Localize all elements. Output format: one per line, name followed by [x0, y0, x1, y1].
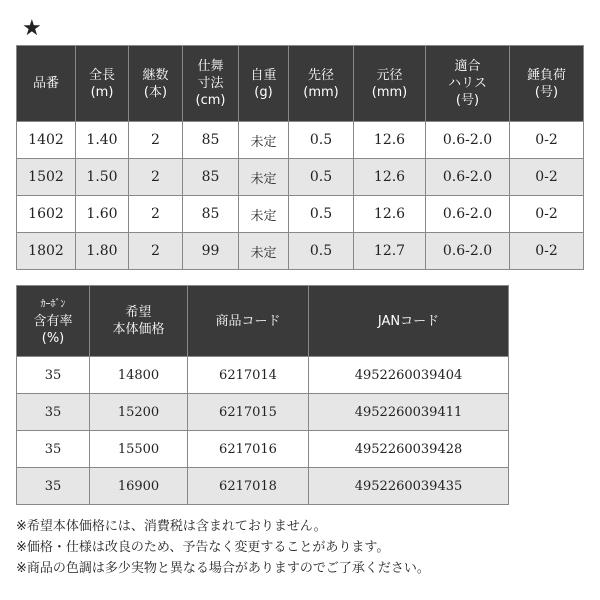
spec-header-line: ハリス	[448, 76, 487, 91]
table-row	[17, 233, 584, 270]
price-cell: 6217014	[188, 357, 309, 394]
spec-body	[17, 122, 584, 270]
price-cell: 6217018	[188, 468, 309, 505]
spec-cell: 12.7	[354, 233, 426, 270]
price-header-3	[309, 286, 509, 357]
spec-header-line: (号)	[455, 93, 480, 108]
spec-header-line: (g)	[254, 84, 273, 100]
price-header-line: JANコード	[377, 313, 440, 329]
price-header-line: 希望	[125, 305, 152, 320]
spec-header-0	[17, 46, 76, 122]
price-cell: 14800	[90, 357, 188, 394]
star-icon: ★	[22, 16, 42, 41]
spec-header-line: 品番	[32, 76, 59, 91]
table-row	[17, 196, 584, 233]
spec-cell: 12.6	[354, 159, 426, 196]
spec-cell: 2	[129, 122, 183, 159]
spec-header-line: 自重	[250, 67, 277, 83]
spec-cell: 12.6	[354, 122, 426, 159]
price-header-1	[90, 286, 188, 357]
price-header-line: (%)	[41, 330, 65, 346]
spec-cell: 未定	[239, 233, 289, 270]
spec-cell: 0.5	[289, 196, 354, 233]
spec-header-line: (m)	[90, 84, 114, 100]
spec-header-line: (号)	[534, 84, 559, 100]
spec-header-line: 先径	[307, 67, 334, 83]
spec-header-line: (mm)	[303, 84, 339, 100]
price-cell: 15200	[90, 394, 188, 431]
price-cell: 4952260039404	[309, 357, 509, 394]
spec-cell: 未定	[239, 196, 289, 233]
table-row	[17, 394, 509, 431]
spec-header-line: (cm)	[195, 93, 226, 108]
spec-cell: 12.6	[354, 196, 426, 233]
spec-cell: 1502	[17, 159, 76, 196]
price-header-line: 商品コード	[215, 313, 281, 329]
spec-cell: 1602	[17, 196, 76, 233]
spec-header-6	[354, 46, 426, 122]
spec-cell: 2	[129, 233, 183, 270]
spec-cell: 0.6-2.0	[426, 196, 510, 233]
spec-cell: 2	[129, 196, 183, 233]
price-cell: 4952260039428	[309, 431, 509, 468]
spec-header-line: 錘負荷	[526, 67, 566, 83]
spec-table	[16, 45, 584, 270]
table-row	[17, 357, 509, 394]
spec-cell: 0-2	[510, 159, 584, 196]
note-tax: ※希望本体価格には、消費税は含まれておりません。	[16, 519, 327, 534]
price-header-0	[17, 286, 90, 357]
price-header-line: 含有率	[33, 313, 73, 329]
spec-cell: 99	[183, 233, 239, 270]
price-body	[17, 357, 509, 505]
spec-cell: 未定	[239, 159, 289, 196]
price-header-line: 本体価格	[112, 322, 165, 337]
price-cell: 4952260039411	[309, 394, 509, 431]
spec-header-line: 全長	[88, 67, 115, 83]
price-cell: 15500	[90, 431, 188, 468]
spec-cell: 85	[183, 196, 239, 233]
table-row	[17, 122, 584, 159]
note-price-change: ※価格・仕様は改良のため、予告なく変更することがあります。	[16, 540, 390, 555]
price-header-2	[188, 286, 309, 357]
spec-cell: 0-2	[510, 196, 584, 233]
spec-cell: 0.6-2.0	[426, 122, 510, 159]
spec-header-8	[510, 46, 584, 122]
spec-header-2	[129, 46, 183, 122]
price-cell: 35	[17, 468, 90, 505]
price-cell: 35	[17, 357, 90, 394]
spec-header-row	[17, 46, 584, 122]
spec-header-4	[239, 46, 289, 122]
price-cell: 16900	[90, 468, 188, 505]
price-header-line: ｶｰﾎﾞﾝ	[40, 298, 66, 310]
note-color: ※商品の色調は多少実物と異なる場合がありますのでご了承ください。	[16, 561, 430, 576]
spec-cell: 1.60	[76, 196, 129, 233]
spec-header-line: 寸法	[197, 76, 224, 91]
price-cell: 6217016	[188, 431, 309, 468]
spec-cell: 1.40	[76, 122, 129, 159]
price-cell: 4952260039435	[309, 468, 509, 505]
notes	[16, 516, 430, 579]
spec-cell: 85	[183, 122, 239, 159]
spec-header-line: 仕舞	[197, 59, 224, 74]
spec-cell: 0-2	[510, 233, 584, 270]
spec-header-line: 継数	[142, 67, 169, 83]
spec-cell: 85	[183, 159, 239, 196]
price-cell: 35	[17, 431, 90, 468]
price-cell: 35	[17, 394, 90, 431]
spec-header-line: 適合	[454, 59, 481, 74]
spec-cell: 0-2	[510, 122, 584, 159]
spec-header-5	[289, 46, 354, 122]
spec-cell: 0.6-2.0	[426, 233, 510, 270]
spec-cell: 0.5	[289, 159, 354, 196]
spec-header-3	[183, 46, 239, 122]
spec-cell: 1.80	[76, 233, 129, 270]
spec-header-line: (mm)	[371, 84, 408, 100]
spec-header-1	[76, 46, 129, 122]
spec-cell: 0.5	[289, 122, 354, 159]
table-row	[17, 159, 584, 196]
spec-cell: 1802	[17, 233, 76, 270]
spec-header-line: (本)	[143, 84, 168, 100]
spec-cell: 0.5	[289, 233, 354, 270]
price-table	[16, 285, 509, 505]
spec-cell: 0.6-2.0	[426, 159, 510, 196]
price-cell: 6217015	[188, 394, 309, 431]
table-row	[17, 431, 509, 468]
spec-cell: 1.50	[76, 159, 129, 196]
spec-header-7	[426, 46, 510, 122]
spec-cell: 1402	[17, 122, 76, 159]
spec-cell: 未定	[239, 122, 289, 159]
price-header-row	[17, 286, 509, 357]
table-row	[17, 468, 509, 505]
spec-cell: 2	[129, 159, 183, 196]
spec-header-line: 元径	[376, 67, 403, 83]
